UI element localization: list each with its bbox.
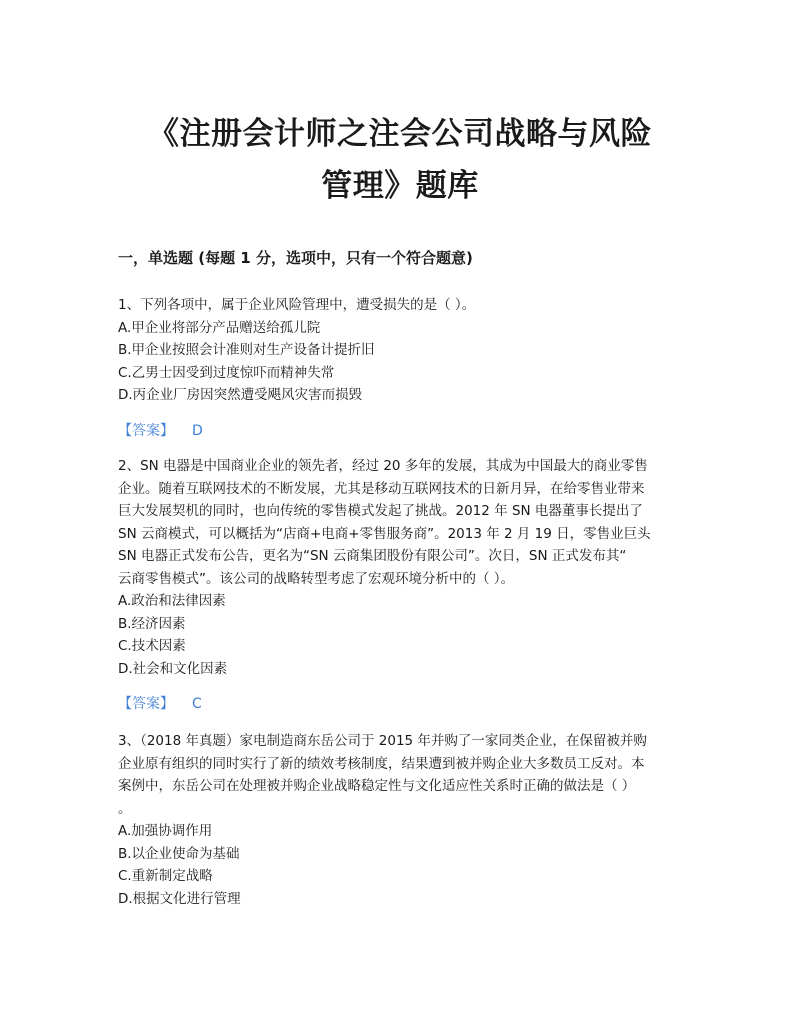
answer-label: 【答案】 (118, 423, 174, 439)
question-2 (118, 455, 688, 680)
option-b: B.甲企业按照会计准则对生产设备计提折旧 (118, 342, 375, 358)
question-stem-line: 3、（2018 年真题）家电制造商东岳公司于 2015 年并购了一家同类企业，在保留被并购 (118, 733, 647, 749)
option-d: D.根据文化进行管理 (118, 890, 241, 907)
question-stem-line: 云商零售模式”。该公司的战略转型考虑了宏观环境分析中的（ ）。 (118, 570, 515, 587)
question-stem-line: 案例中，东岳公司在处理被并购企业战略稳定性与文化适应性关系时正确的做法是（ ） (118, 778, 636, 794)
question-stem-line: 企业。随着互联网技术的不断发展，尤其是移动互联网技术的日新月异，在给零售业带来 (118, 480, 645, 497)
question-stem-line: SN 云商模式，可以概括为“店商+电商+零售服务商”。2013 年 2 月 19 日，零售业巨头 (118, 525, 651, 542)
document-title (90, 108, 710, 212)
answer-2 (118, 693, 202, 715)
option-b: B.经济因素 (118, 615, 186, 632)
question-stem-line: SN 电器正式发布公告，更名为“SN 云商集团股份有限公司”。次日，SN 正式发布其“ (118, 548, 627, 564)
option-a: A.甲企业将部分产品赠送给孤儿院 (118, 319, 321, 336)
document-title-line-1: 《注册会计师之注会公司战略与风险 (148, 116, 652, 152)
option-c: C.乙男士因受到过度惊吓而精神失常 (118, 364, 335, 381)
option-a: A.加强协调作用 (118, 823, 213, 839)
answer-value: D (192, 423, 203, 439)
question-stem-line: 企业原有组织的同时实行了新的绩效考核制度，结果遭到被并购企业大多数员工反对。本 (118, 755, 645, 772)
question-1 (118, 294, 688, 407)
section-heading: 一，单选题 (每题 1 分，选项中，只有一个符合题意) (118, 249, 473, 267)
question-stem-line: 。 (118, 800, 132, 817)
answer-value: C (192, 696, 202, 712)
option-c: C.技术因素 (118, 638, 186, 654)
option-b: B.以企业使命为基础 (118, 845, 240, 862)
question-stem-line: 巨大发展契机的同时，也向传统的零售模式发起了挑战。2012 年 SN 电器董事长提出了 (118, 503, 643, 519)
option-d: D.社会和文化因素 (118, 660, 228, 677)
answer-label: 【答案】 (118, 696, 174, 712)
option-c: C.重新制定战略 (118, 868, 213, 884)
question-3 (118, 730, 688, 910)
option-d: D.丙企业厂房因突然遭受飓风灾害而损毁 (118, 387, 363, 403)
answer-1 (118, 420, 203, 442)
option-a: A.政治和法律因素 (118, 593, 226, 609)
question-stem: 1、下列各项中，属于企业风险管理中，遭受损失的是（ ）。 (118, 297, 476, 313)
document-title-line-2: 管理》题库 (321, 168, 479, 204)
question-stem-line: 2、SN 电器是中国商业企业的领先者，经过 20 多年的发展，其成为中国最大的商业零售 (118, 458, 648, 474)
